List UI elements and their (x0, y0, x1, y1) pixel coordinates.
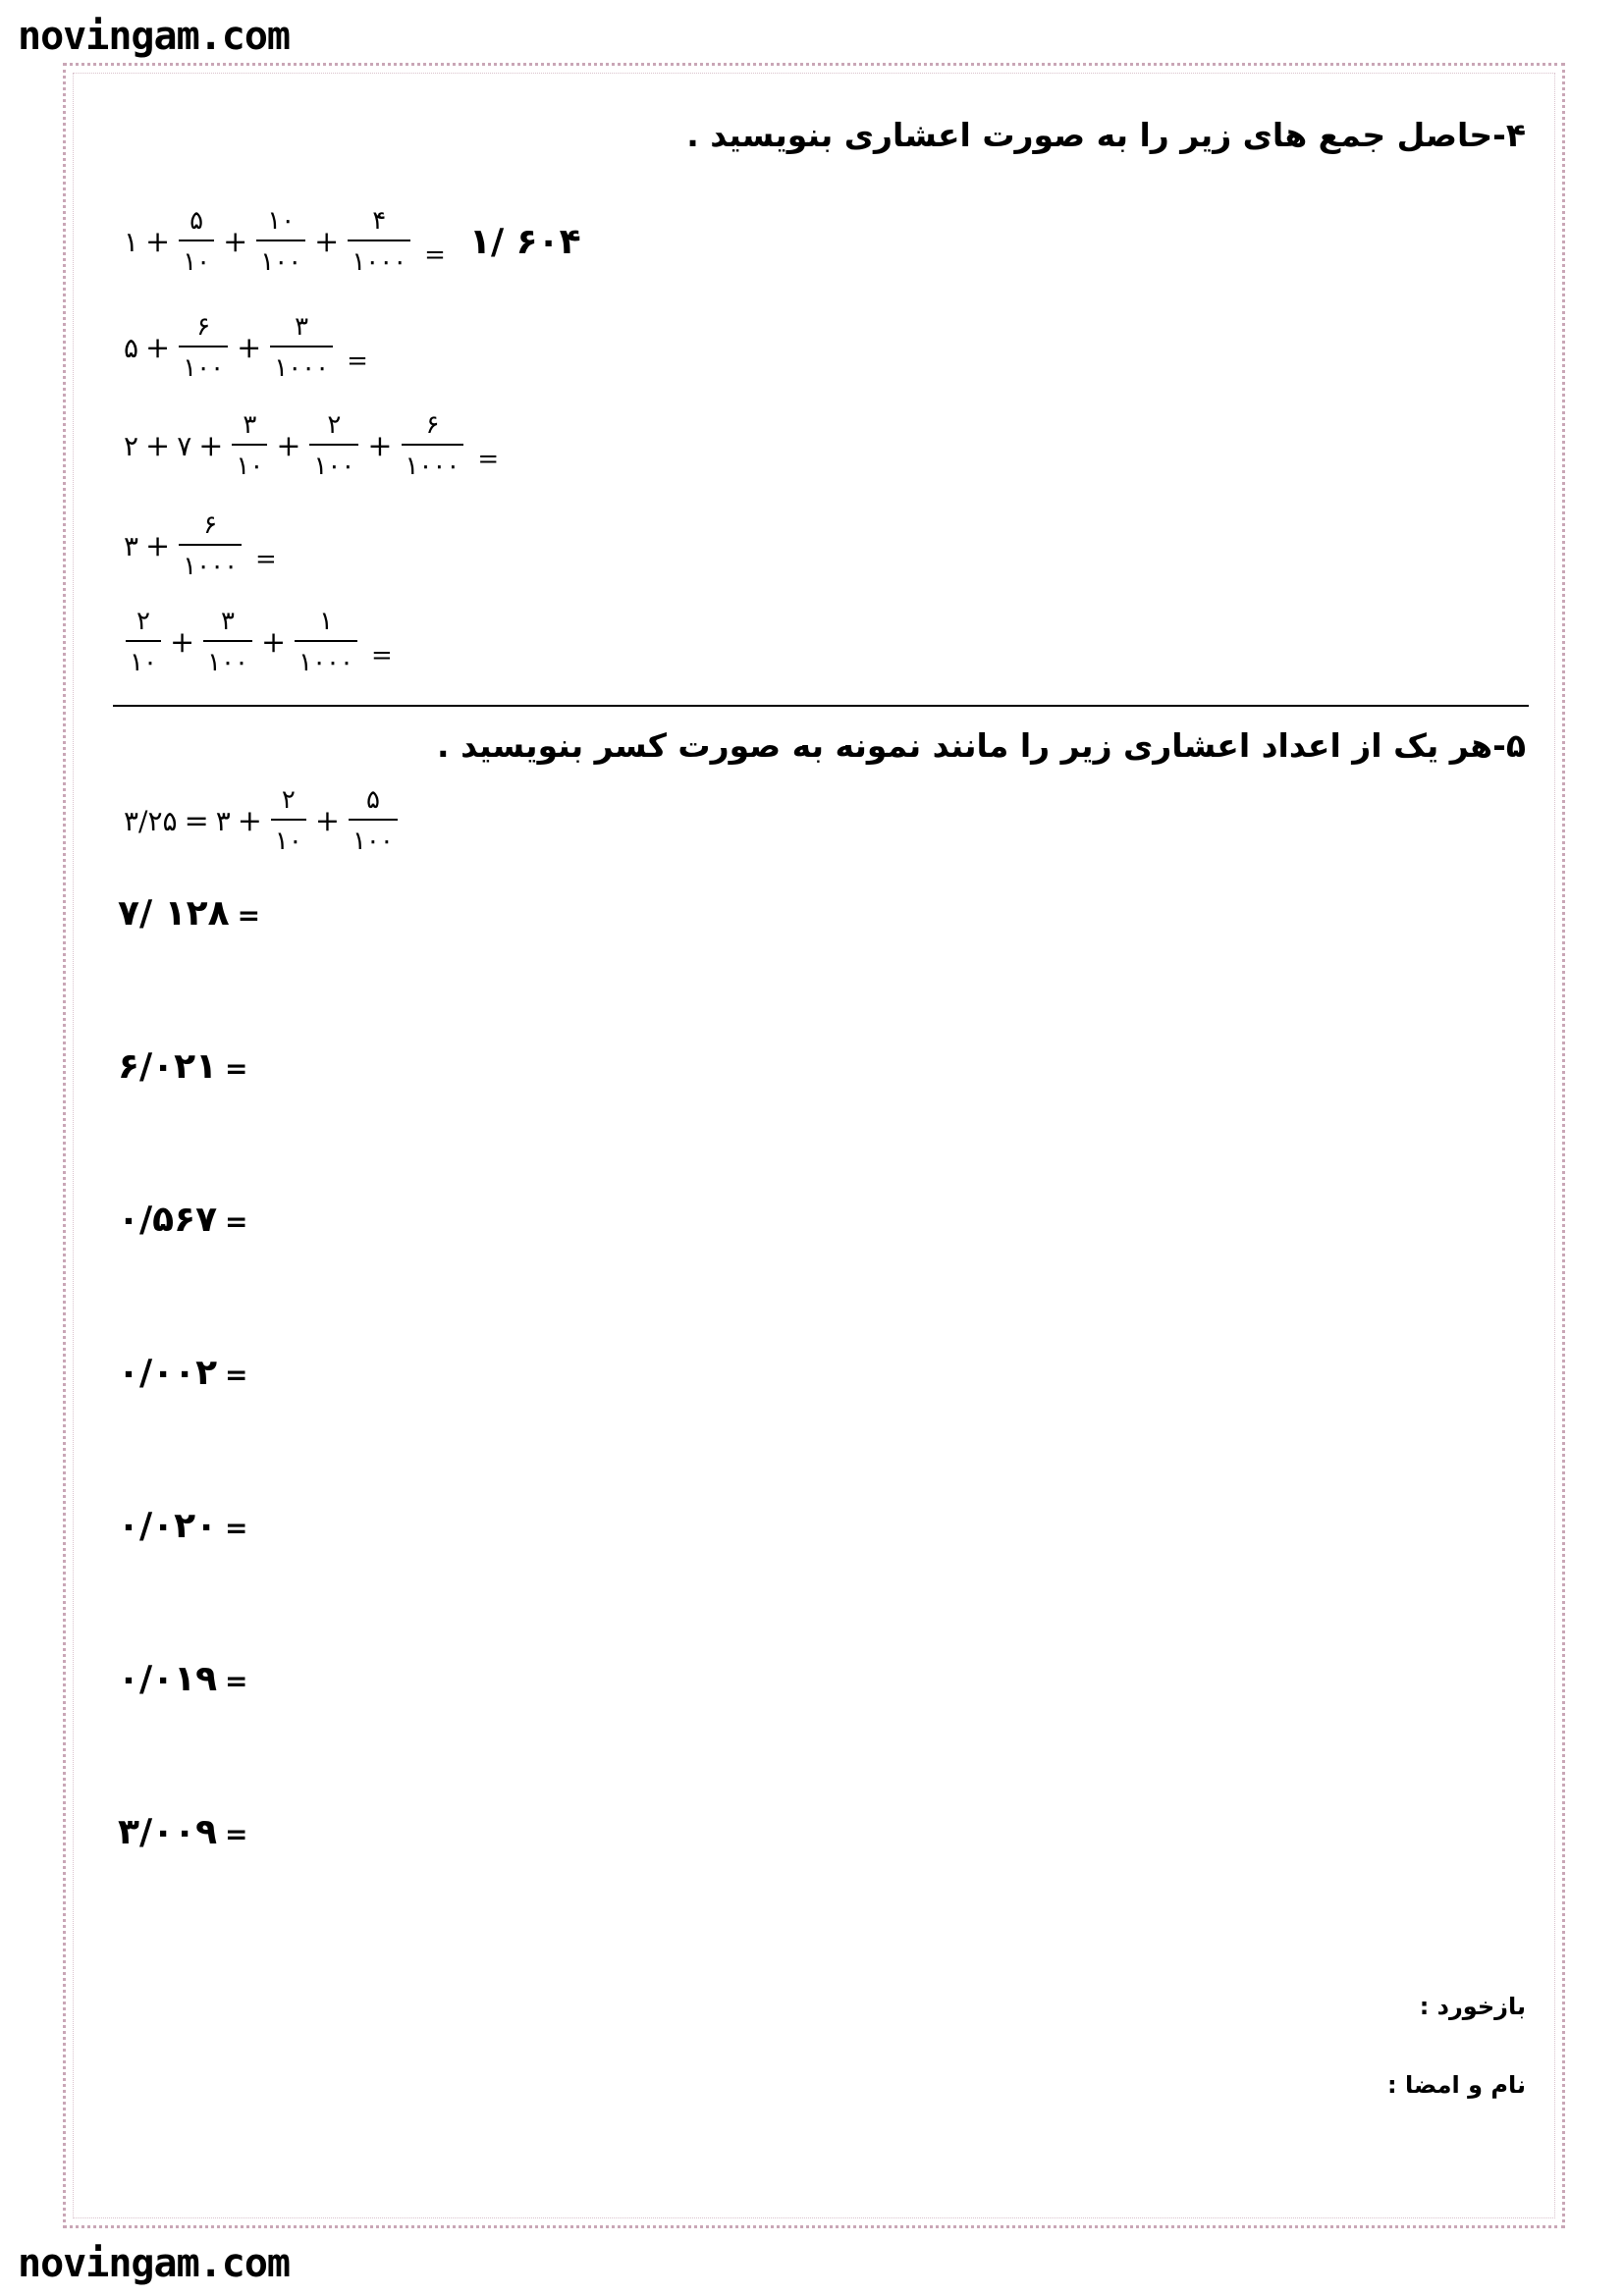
number: ۲ (124, 429, 139, 462)
equation-row (120, 208, 581, 275)
feedback-label: بازخورد : (1419, 1993, 1526, 2020)
fraction-denominator: ۱۰ (274, 827, 302, 856)
fraction (256, 208, 305, 275)
decimal-item (118, 1812, 248, 1852)
equals-sign: = (477, 445, 500, 474)
fraction-denominator: ۱۰۰۰ (183, 552, 239, 581)
equals-sign: = (225, 1052, 248, 1085)
fraction-numerator: ۲ (327, 410, 342, 440)
decimal-item (118, 1200, 248, 1240)
watermark-bottom: novingam.com (18, 2241, 290, 2286)
equation-row (120, 512, 281, 579)
number: ۷ (177, 429, 192, 462)
fraction-denominator: ۱۰۰ (313, 452, 355, 481)
decimal-value: ۰/۵۶۷ (118, 1200, 218, 1240)
watermark-top: novingam.com (18, 14, 290, 59)
plus-sign: + (314, 224, 340, 259)
section-divider (113, 705, 1529, 707)
fraction-denominator: ۱۰ (236, 452, 264, 481)
fraction (203, 609, 252, 675)
decimal-item (118, 1659, 248, 1699)
number: ۳ (124, 529, 139, 562)
fraction-numerator: ۱ (319, 607, 334, 636)
fraction (179, 314, 228, 381)
fraction-numerator: ۶ (203, 510, 218, 540)
fraction (179, 208, 214, 275)
number: ۱ (124, 225, 139, 258)
question-4-title: ۴-حاصل جمع های زیر را به صورت اعشاری بنویسید . (686, 116, 1526, 154)
fraction-numerator: ۵ (189, 206, 204, 236)
fraction (126, 609, 161, 675)
fraction-numerator: ۵ (365, 785, 380, 815)
plus-sign: + (367, 428, 393, 463)
equals-sign: = (225, 1665, 248, 1697)
decimal-value: ۰/۰۱۹ (118, 1659, 218, 1699)
fraction-numerator: ۱۰ (267, 206, 296, 236)
plus-sign: + (169, 624, 195, 660)
plus-sign: + (145, 428, 171, 463)
decimal-item (118, 1506, 248, 1546)
fraction-numerator: ۳ (243, 410, 257, 440)
fraction-denominator: ۱۰۰ (183, 353, 225, 383)
equals-sign: = (225, 1512, 248, 1544)
number: ۵ (124, 331, 139, 364)
fraction-numerator: ۲ (281, 785, 296, 815)
fraction (232, 412, 267, 479)
question-5-title: ۵-هر یک از اعداد اعشاری زیر را مانند نمونه به صورت کسر بنویسید . (437, 726, 1526, 765)
plus-sign: + (223, 224, 248, 259)
fraction (309, 412, 358, 479)
plus-sign: + (237, 330, 262, 365)
fraction-numerator: ۳ (221, 607, 236, 636)
fraction-denominator: ۱۰۰۰ (352, 247, 407, 277)
decimal-value: ۰/۰۲۰ (118, 1506, 218, 1546)
plus-sign: + (145, 528, 171, 563)
equals-sign: = (347, 347, 368, 376)
equals-sign: = (424, 240, 446, 270)
equation-row (120, 412, 503, 479)
equation-row (120, 609, 397, 675)
plus-sign: + (198, 428, 224, 463)
decimal-item (118, 1353, 248, 1393)
fraction-denominator: ۱۰۰ (260, 247, 302, 277)
equals-sign: = (225, 1818, 248, 1850)
fraction (349, 787, 398, 854)
plus-sign: + (145, 330, 171, 365)
fraction-numerator: ۴ (372, 206, 387, 236)
fraction-numerator: ۲ (135, 607, 150, 636)
equals-sign: = (255, 545, 277, 574)
plus-sign: + (145, 224, 171, 259)
plus-sign: + (276, 428, 301, 463)
fraction (295, 609, 357, 675)
fraction-denominator: ۱۰۰ (352, 827, 394, 856)
fraction (348, 208, 410, 275)
fraction (270, 314, 333, 381)
decimal-value: ۰/۰۰۲ (118, 1353, 218, 1393)
plus-sign: + (237, 803, 262, 838)
fraction (402, 412, 464, 479)
fraction-denominator: ۱۰ (183, 247, 211, 277)
fraction-denominator: ۱۰۰۰ (405, 452, 460, 481)
fraction-numerator: ۶ (196, 312, 211, 342)
answer-value: ۱/ ۶۰۴ (468, 221, 581, 262)
number: ۳/۲۵ (124, 804, 178, 837)
plus-sign: + (314, 803, 340, 838)
decimal-value: ۷/ ۱۲۸ (118, 893, 230, 934)
fraction-denominator: ۱۰۰ (207, 648, 248, 677)
decimal-value: ۶/۰۲۱ (118, 1046, 218, 1087)
equation-row (120, 314, 372, 381)
equals-sign: = (225, 1205, 248, 1238)
number: ۳ (215, 804, 231, 837)
fraction (179, 512, 242, 579)
fraction-denominator: ۱۰ (130, 648, 157, 677)
equals-sign: = (225, 1359, 248, 1391)
equals-sign: = (184, 803, 209, 838)
fraction-numerator: ۶ (425, 410, 440, 440)
plus-sign: + (260, 624, 287, 660)
signature-label: نام و امضا : (1387, 2071, 1526, 2099)
equals-sign: = (370, 641, 393, 670)
decimal-item (118, 893, 260, 934)
fraction-denominator: ۱۰۰۰ (298, 648, 353, 677)
page-border-inner (73, 73, 1555, 2218)
fraction-denominator: ۱۰۰۰ (274, 353, 330, 383)
fraction (271, 787, 306, 854)
example-equation (120, 787, 404, 854)
decimal-item (118, 1046, 248, 1087)
equals-sign: = (237, 899, 261, 932)
fraction-numerator: ۳ (295, 312, 309, 342)
decimal-value: ۳/۰۰۹ (118, 1812, 218, 1852)
